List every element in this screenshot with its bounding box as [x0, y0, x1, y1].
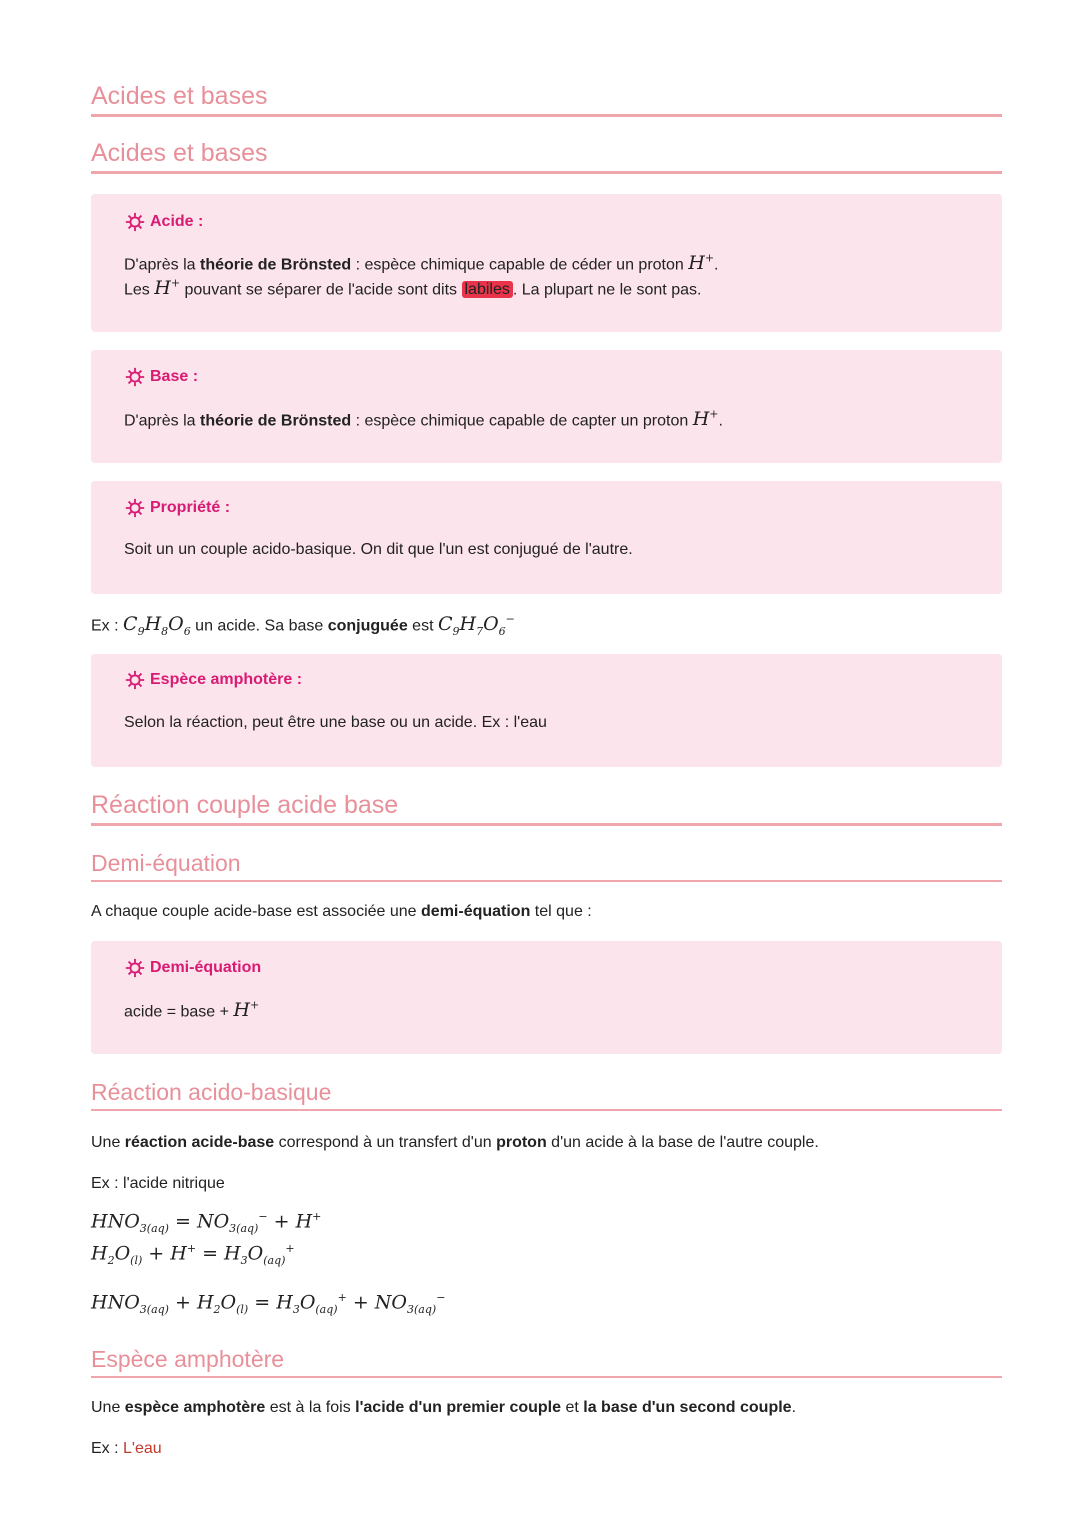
formula-c9h7o6-minus: $C_9H_7O_6^-$ [437, 613, 515, 639]
propriete-line-1: Soit un un couple acido-basique. On dit que l'un est conjugué de l'autre. [124, 541, 633, 558]
acide-line1-post: : espèce chimique capable de céder un proton [351, 256, 689, 274]
example-acid-bold: conjuguée [327, 617, 408, 635]
gear-icon [124, 669, 146, 691]
heading-acides-bases-2: Acides et bases [91, 138, 1002, 174]
formula-h-plus: H+ [154, 277, 181, 300]
heading-acides-bases-1: Acides et bases [91, 81, 1002, 117]
definition-box-demi-equation [91, 941, 1002, 1054]
demi-intro-bold: demi-équation [421, 903, 531, 920]
heading-espece-amphotere: Espèce amphotère [91, 1345, 1002, 1378]
amphotere-ex-pre: Ex : [91, 1440, 124, 1457]
example-acid-pre: Ex : [91, 617, 124, 635]
example-acid-post: est [407, 617, 438, 635]
box-title-demi-text: Demi-équation [150, 959, 262, 976]
demi-line1-text: acide = base + [124, 1003, 234, 1021]
box-title-acide [124, 211, 203, 233]
amphotere-post: . [791, 1399, 797, 1416]
box-title-demi [124, 957, 261, 979]
acide-line2-post: . La plupart ne le sont pas. [512, 281, 702, 299]
amphotere-mid-2: et [561, 1399, 584, 1416]
heading-reaction-acido-basique: Réaction acido-basique [91, 1078, 1002, 1111]
box-title-propriete-text: Propriété : [150, 499, 231, 516]
amphotere-bold-3: la base d'un second couple [583, 1399, 792, 1416]
equation-hno3-dissociation: $HNO_{3(aq)} = NO_{3(aq)}^- + H^+$ [91, 1210, 322, 1236]
demi-line-1 [124, 999, 259, 1021]
equation-water-protonation: $H_2O_{(l)} + H^+ = H_3O_{(aq)}^+$ [91, 1242, 295, 1268]
acide-line2-mid: pouvant se séparer de l'acide sont dits [180, 281, 462, 299]
formula-h-plus: H+ [688, 252, 715, 275]
definition-box-acide [91, 194, 1002, 332]
box-title-base [124, 366, 198, 388]
reaction-pre: Une [91, 1134, 125, 1151]
amphotere-mid-1: est à la fois [265, 1399, 356, 1416]
gear-icon [124, 957, 146, 979]
reaction-mid: correspond à un transfert d'un [274, 1134, 497, 1151]
box-title-amphotere [124, 669, 302, 691]
gear-icon [124, 497, 146, 519]
equation-overall: $HNO_{3(aq)} + H_2O_{(l)} = H_3O_{(aq)}^+ + NO_{3(aq)}^-$ [91, 1291, 446, 1317]
acide-line1-pre: D'après la [124, 256, 200, 274]
reaction-bold-2: proton [496, 1134, 547, 1151]
base-line1-pre: D'après la [124, 412, 200, 430]
box-title-propriete [124, 497, 230, 519]
amphotere-bold-2: l'acide d'un premier couple [355, 1399, 562, 1416]
gear-icon [124, 211, 146, 233]
demi-intro-pre: A chaque couple acide-base est associée une [91, 903, 422, 920]
amphotere-line-1: Selon la réaction, peut être une base ou un acide. Ex : l'eau [124, 714, 547, 731]
heading-reaction-couple: Réaction couple acide base [91, 790, 1002, 826]
box-title-acide-text: Acide : [150, 213, 204, 230]
box-title-base-text: Base : [150, 368, 199, 385]
formula-h-plus: H+ [233, 999, 260, 1022]
reaction-example: Ex : l'acide nitrique [91, 1175, 225, 1192]
base-line-1: D'après la théorie de Brönsted : espèce chimique capable de capter un proton H+. [124, 408, 723, 431]
definition-box-propriete [91, 481, 1002, 594]
gear-icon [124, 366, 146, 388]
amphotere-example [91, 1440, 162, 1458]
acide-line-1: D'après la théorie de Brönsted : espèce chimique capable de céder un proton H+. [124, 252, 719, 275]
reaction-definition [91, 1134, 819, 1152]
formula-h-plus: H+ [692, 408, 719, 431]
base-line1-post: : espèce chimique capable de capter un proton [351, 412, 693, 430]
highlight-labiles: labiles [462, 281, 513, 298]
demi-intro [91, 903, 592, 921]
example-acid-mid: un acide. Sa base [190, 617, 328, 635]
acide-line2-pre: Les [124, 281, 155, 299]
demi-intro-post: tel que : [530, 903, 592, 920]
amphotere-definition [91, 1399, 796, 1417]
box-title-amphotere-text: Espèce amphotère : [150, 671, 303, 688]
amphotere-ex-value: L'eau [123, 1440, 162, 1457]
reaction-bold-1: réaction acide-base [124, 1134, 275, 1151]
amphotere-bold-1: espèce amphotère [124, 1399, 266, 1416]
formula-c9h8o6: $C_9H_8O_6$ [123, 613, 191, 639]
example-acid-line [91, 613, 515, 638]
acide-line1-bold: théorie de Brönsted [199, 256, 352, 274]
heading-demi-equation: Demi-équation [91, 849, 1002, 882]
base-line1-bold: théorie de Brönsted [199, 412, 352, 430]
acide-line-2 [124, 277, 701, 299]
amphotere-pre: Une [91, 1399, 125, 1416]
definition-box-base [91, 350, 1002, 463]
definition-box-amphotere [91, 654, 1002, 767]
reaction-post: d'un acide à la base de l'autre couple. [546, 1134, 819, 1151]
